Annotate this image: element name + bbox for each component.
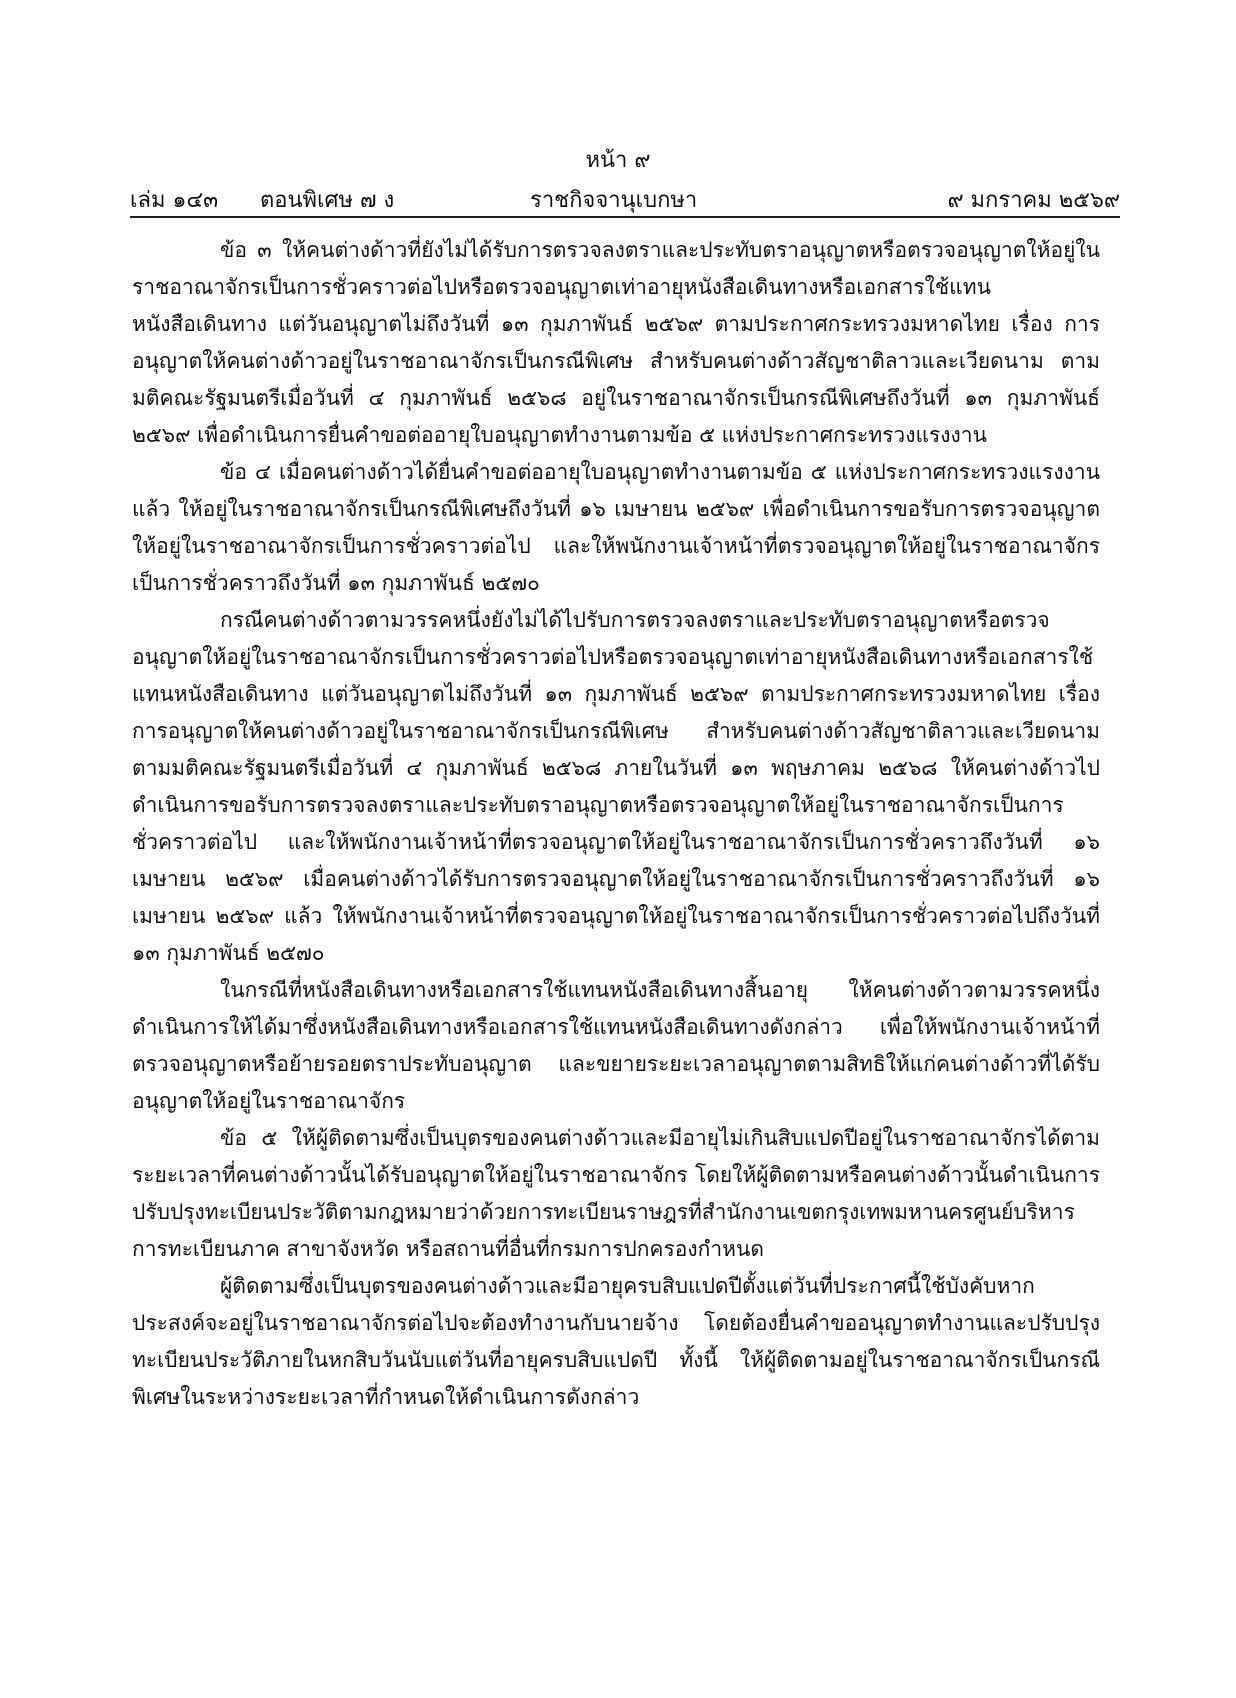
- header-date: ๙ มกราคม ๒๕๖๙: [947, 188, 1120, 213]
- paragraph-dependents: ผู้ติดตามซึ่งเป็นบุตรของคนต่างด้าวและมีอายุครบสิบแปดปีตั้งแต่วันที่ประกาศนี้ใช้บังคับหากประสงค์จะอยู่ในราชอาณาจักรต่อไปจะต้องทำงานกับนายจ้าง โดยต้องยื่นคำขออนุญาตทำงานและปรับปรุงทะเบียนประวัติภายในหกสิบวันนับแต่วันที่อายุครบสิบแปดปี ทั้งนี้ ให้ผู้ติดตามอยู่ในราชอาณาจักรเป็นกรณีพิเศษในระหว่างระยะเวลาที่กำหนดให้ดำเนินการดังกล่าว: [132, 1274, 1100, 1409]
- header-issue: ตอนพิเศษ ๗ ง: [260, 188, 395, 213]
- paragraph-clause-4-case: กรณีคนต่างด้าวตามวรรคหนึ่งยังไม่ได้ไปรับการตรวจลงตราและประทับตราอนุญาตหรือตรวจอนุญาตให้อยู่ในราชอาณาจักรเป็นการชั่วคราวต่อไปหรือตรวจอนุญาตเท่าอายุหนังสือเดินทางหรือเอกสารใช้แทนหนังสือเดินทาง แต่วันอนุญาตไม่ถึงวันที่ ๑๓ กุมภาพันธ์ ๒๕๖๙ ตามประกาศกระทรวงมหาดไทย เรื่อง การอนุญาตให้คนต่างด้าวอยู่ในราชอาณาจักรเป็นกรณีพิเศษ สำหรับคนต่างด้าวสัญชาติลาวและเวียดนาม ตามมติคณะรัฐมนตรีเมื่อวันที่ ๔ กุมภาพันธ์ ๒๕๖๘ ภายในวันที่ ๑๓ พฤษภาคม ๒๕๖๘ ให้คนต่างด้าวไปดำเนินการขอรับการตรวจลงตราและประทับตราอนุญาตหรือตรวจอนุญาตให้อยู่ในราชอาณาจักรเป็นการชั่วคราวต่อไป และให้พนักงานเจ้าหน้าที่ตรวจอนุญาตให้อยู่ในราชอาณาจักรเป็นการชั่วคราวถึงวันที่ ๑๖ เมษายน ๒๕๖๙ เมื่อคนต่างด้าวได้รับการตรวจอนุญาตให้อยู่ในราชอาณาจักรเป็นการชั่วคราวถึงวันที่ ๑๖ เมษายน ๒๕๖๙ แล้ว ให้พนักงานเจ้าหน้าที่ตรวจอนุญาตให้อยู่ในราชอาณาจักรเป็นการชั่วคราวต่อไปถึงวันที่ ๑๓ กุมภาพันธ์ ๒๕๗๐: [132, 608, 1100, 965]
- header-gazette-title: ราชกิจจานุเบกษา: [530, 188, 698, 213]
- paragraph-clause-4: ข้อ ๔ เมื่อคนต่างด้าวได้ยื่นคำขอต่ออายุใบอนุญาตทำงานตามข้อ ๕ แห่งประกาศกระทรวงแรงงานแล้ว ให้อยู่ในราชอาณาจักรเป็นกรณีพิเศษถึงวันที่ ๑๖ เมษายน ๒๕๖๙ เพื่อดำเนินการขอรับการตรวจอนุญาตให้อยู่ในราชอาณาจักรเป็นการชั่วคราวต่อไป และให้พนักงานเจ้าหน้าที่ตรวจอนุญาตให้อยู่ในราชอาณาจักรเป็นการชั่วคราวถึงวันที่ ๑๓ กุมภาพันธ์ ๒๕๗๐: [132, 460, 1100, 595]
- paragraph-passport-expiry: ในกรณีที่หนังสือเดินทางหรือเอกสารใช้แทนหนังสือเดินทางสิ้นอายุ ให้คนต่างด้าวตามวรรคหนึ่งดำเนินการให้ได้มาซึ่งหนังสือเดินทางหรือเอกสารใช้แทนหนังสือเดินทางดังกล่าว เพื่อให้พนักงานเจ้าหน้าที่ตรวจอนุญาตหรือย้ายรอยตราประทับอนุญาต และขยายระยะเวลาอนุญาตตามสิทธิให้แก่คนต่างด้าวที่ได้รับอนุญาตให้อยู่ในราชอาณาจักร: [132, 978, 1100, 1113]
- page-number: หน้า ๙: [585, 148, 651, 173]
- paragraph-clause-3: ข้อ ๓ ให้คนต่างด้าวที่ยังไม่ได้รับการตรวจลงตราและประทับตราอนุญาตหรือตรวจอนุญาตให้อยู่ในราชอาณาจักรเป็นการชั่วคราวต่อไปหรือตรวจอนุญาตเท่าอายุหนังสือเดินทางหรือเอกสารใช้แทนหนังสือเดินทาง แต่วันอนุญาตไม่ถึงวันที่ ๑๓ กุมภาพันธ์ ๒๕๖๙ ตามประกาศกระทรวงมหาดไทย เรื่อง การอนุญาตให้คนต่างด้าวอยู่ในราชอาณาจักรเป็นกรณีพิเศษ สำหรับคนต่างด้าวสัญชาติลาวและเวียดนาม ตามมติคณะรัฐมนตรีเมื่อวันที่ ๔ กุมภาพันธ์ ๒๕๖๘ อยู่ในราชอาณาจักรเป็นกรณีพิเศษถึงวันที่ ๑๓ กุมภาพันธ์ ๒๕๖๙ เพื่อดำเนินการยื่นคำขอต่ออายุใบอนุญาตทำงานตามข้อ ๕ แห่งประกาศกระทรวงแรงงาน: [132, 238, 1100, 447]
- header-volume: เล่ม ๑๔๓: [130, 188, 219, 213]
- paragraph-clause-5: ข้อ ๕ ให้ผู้ติดตามซึ่งเป็นบุตรของคนต่างด้าวและมีอายุไม่เกินสิบแปดปีอยู่ในราชอาณาจักรได้ตามระยะเวลาที่คนต่างด้าวนั้นได้รับอนุญาตให้อยู่ในราชอาณาจักร โดยให้ผู้ติดตามหรือคนต่างด้าวนั้นดำเนินการปรับปรุงทะเบียนประวัติตามกฎหมายว่าด้วยการทะเบียนราษฎรที่สำนักงานเขตกรุงเทพมหานครศูนย์บริหารการทะเบียนภาค สาขาจังหวัด หรือสถานที่อื่นที่กรมการปกครองกำหนด: [132, 1126, 1100, 1261]
- header-divider: [130, 216, 1120, 218]
- document-body: [132, 232, 1100, 1416]
- gazette-header: [130, 182, 1120, 212]
